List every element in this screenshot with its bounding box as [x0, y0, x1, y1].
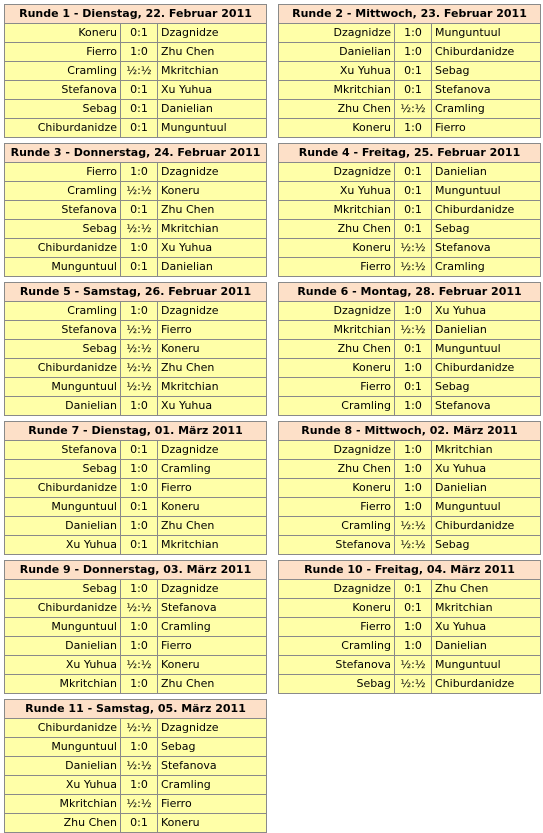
- round-title: Runde 5 - Samstag, 26. Februar 2011: [5, 283, 266, 302]
- black-player: Sebag: [435, 64, 470, 77]
- black-player: Xu Yuhua: [161, 83, 213, 96]
- black-player: Stefanova: [161, 601, 217, 614]
- white-player: Zhu Chen: [279, 460, 395, 478]
- black-player: Danielian: [435, 639, 487, 652]
- black-player: Danielian: [435, 165, 487, 178]
- white-player: Zhu Chen: [279, 220, 395, 238]
- white-player: Xu Yuhua: [279, 62, 395, 80]
- white-player: Chiburdanidze: [5, 479, 121, 497]
- black-player: Munguntuul: [435, 184, 501, 197]
- game-row: [279, 478, 540, 497]
- black-player: Xu Yuhua: [161, 241, 213, 254]
- black-player: Sebag: [435, 222, 470, 235]
- game-result: 0:1: [121, 24, 158, 42]
- round-table: [4, 421, 267, 555]
- black-player: Mkritchian: [161, 538, 219, 551]
- round-table: [278, 143, 541, 277]
- white-player: Chiburdanidze: [5, 239, 121, 257]
- black-player: Zhu Chen: [435, 582, 489, 595]
- game-result: 1:0: [395, 498, 432, 516]
- white-player: Stefanova: [279, 656, 395, 674]
- game-result: 1:0: [121, 675, 158, 693]
- white-player: Sebag: [5, 460, 121, 478]
- game-row: [279, 163, 540, 181]
- white-player: Munguntuul: [5, 618, 121, 636]
- white-player: Fierro: [5, 43, 121, 61]
- white-player: Koneru: [5, 24, 121, 42]
- game-row: [279, 302, 540, 320]
- white-player: Cramling: [279, 517, 395, 535]
- game-row: [279, 441, 540, 459]
- game-result: 1:0: [121, 637, 158, 655]
- black-player: Koneru: [161, 184, 200, 197]
- white-player: Koneru: [279, 479, 395, 497]
- game-row: [279, 181, 540, 200]
- game-result: ½:½: [395, 258, 432, 276]
- game-result: ½:½: [121, 359, 158, 377]
- game-row: [5, 441, 266, 459]
- round-title: Runde 1 - Dienstag, 22. Februar 2011: [5, 5, 266, 24]
- white-player: Dzagnidze: [279, 163, 395, 181]
- round-table: [4, 4, 267, 138]
- round-title: Runde 7 - Dienstag, 01. März 2011: [5, 422, 266, 441]
- black-player: Stefanova: [435, 399, 491, 412]
- round-table: [4, 560, 267, 694]
- game-row: [5, 61, 266, 80]
- white-player: Cramling: [5, 182, 121, 200]
- white-player: Munguntuul: [5, 378, 121, 396]
- game-result: 0:1: [121, 100, 158, 118]
- game-result: 0:1: [395, 580, 432, 598]
- game-result: 0:1: [121, 536, 158, 554]
- black-player: Xu Yuhua: [435, 304, 487, 317]
- game-row: [279, 61, 540, 80]
- black-player: Stefanova: [161, 759, 217, 772]
- white-player: Koneru: [279, 599, 395, 617]
- game-row: [279, 674, 540, 693]
- black-player: Cramling: [161, 778, 211, 791]
- white-player: Danielian: [5, 397, 121, 415]
- round-table: [278, 560, 541, 694]
- white-player: Danielian: [5, 517, 121, 535]
- white-player: Fierro: [279, 258, 395, 276]
- game-row: [5, 719, 266, 737]
- white-player: Mkritchian: [5, 675, 121, 693]
- game-row: [279, 118, 540, 137]
- game-result: 1:0: [121, 738, 158, 756]
- game-result: 1:0: [121, 618, 158, 636]
- black-player: Cramling: [435, 102, 485, 115]
- black-player: Danielian: [435, 323, 487, 336]
- white-player: Dzagnidze: [279, 24, 395, 42]
- white-player: Koneru: [279, 359, 395, 377]
- black-player: Munguntuul: [435, 342, 501, 355]
- game-row: [279, 516, 540, 535]
- black-player: Chiburdanidze: [435, 677, 515, 690]
- black-player: Dzagnidze: [161, 26, 219, 39]
- white-player: Dzagnidze: [279, 441, 395, 459]
- white-player: Chiburdanidze: [5, 599, 121, 617]
- white-player: Sebag: [5, 220, 121, 238]
- game-result: 1:0: [121, 302, 158, 320]
- black-player: Koneru: [161, 500, 200, 513]
- game-result: 1:0: [395, 637, 432, 655]
- black-player: Danielian: [435, 481, 487, 494]
- game-row: [5, 358, 266, 377]
- white-player: Stefanova: [279, 536, 395, 554]
- game-result: 0:1: [121, 258, 158, 276]
- game-row: [5, 617, 266, 636]
- game-result: 0:1: [395, 340, 432, 358]
- white-player: Sebag: [5, 340, 121, 358]
- game-result: ½:½: [395, 517, 432, 535]
- game-row: [5, 339, 266, 358]
- black-player: Dzagnidze: [161, 582, 219, 595]
- round-title: Runde 10 - Freitag, 04. März 2011: [279, 561, 540, 580]
- round-title: Runde 11 - Samstag, 05. März 2011: [5, 700, 266, 719]
- black-player: Danielian: [161, 260, 213, 273]
- game-result: ½:½: [121, 599, 158, 617]
- game-result: 1:0: [395, 119, 432, 137]
- white-player: Fierro: [279, 378, 395, 396]
- black-player: Dzagnidze: [161, 165, 219, 178]
- white-player: Koneru: [279, 239, 395, 257]
- white-player: Mkritchian: [279, 201, 395, 219]
- game-row: [279, 617, 540, 636]
- game-row: [279, 535, 540, 554]
- game-row: [5, 478, 266, 497]
- game-row: [279, 99, 540, 118]
- round-title: Runde 9 - Donnerstag, 03. März 2011: [5, 561, 266, 580]
- white-player: Dzagnidze: [279, 580, 395, 598]
- white-player: Cramling: [279, 397, 395, 415]
- game-row: [5, 181, 266, 200]
- game-result: 0:1: [121, 201, 158, 219]
- round-table: [4, 699, 267, 833]
- round-title: Runde 6 - Montag, 28. Februar 2011: [279, 283, 540, 302]
- game-row: [5, 497, 266, 516]
- white-player: Danielian: [5, 637, 121, 655]
- game-result: 1:0: [395, 43, 432, 61]
- black-player: Xu Yuhua: [435, 462, 487, 475]
- white-player: Zhu Chen: [5, 814, 121, 832]
- black-player: Stefanova: [435, 83, 491, 96]
- black-player: Dzagnidze: [161, 721, 219, 734]
- game-result: 1:0: [395, 441, 432, 459]
- black-player: Sebag: [435, 538, 470, 551]
- game-result: 1:0: [121, 163, 158, 181]
- black-player: Zhu Chen: [161, 203, 215, 216]
- game-result: ½:½: [395, 100, 432, 118]
- black-player: Sebag: [161, 740, 196, 753]
- game-row: [279, 655, 540, 674]
- black-player: Cramling: [161, 620, 211, 633]
- black-player: Xu Yuhua: [435, 620, 487, 633]
- game-row: [279, 24, 540, 42]
- round-title: Runde 4 - Freitag, 25. Februar 2011: [279, 144, 540, 163]
- black-player: Xu Yuhua: [161, 399, 213, 412]
- game-row: [5, 459, 266, 478]
- white-player: Xu Yuhua: [279, 182, 395, 200]
- game-result: 1:0: [395, 302, 432, 320]
- game-result: 0:1: [395, 62, 432, 80]
- game-result: 1:0: [395, 479, 432, 497]
- game-result: ½:½: [395, 239, 432, 257]
- black-player: Dzagnidze: [161, 304, 219, 317]
- game-row: [279, 219, 540, 238]
- game-result: 0:1: [121, 498, 158, 516]
- white-player: Stefanova: [5, 81, 121, 99]
- white-player: Munguntuul: [5, 738, 121, 756]
- game-result: 1:0: [121, 580, 158, 598]
- game-result: 0:1: [121, 81, 158, 99]
- game-result: 1:0: [121, 517, 158, 535]
- game-row: [5, 163, 266, 181]
- black-player: Zhu Chen: [161, 361, 215, 374]
- round-title: Runde 3 - Donnerstag, 24. Februar 2011: [5, 144, 266, 163]
- white-player: Dzagnidze: [279, 302, 395, 320]
- black-player: Danielian: [161, 102, 213, 115]
- game-row: [5, 118, 266, 137]
- game-result: 1:0: [395, 359, 432, 377]
- game-row: [279, 200, 540, 219]
- game-row: [279, 320, 540, 339]
- black-player: Munguntuul: [161, 121, 227, 134]
- black-player: Cramling: [435, 260, 485, 273]
- game-row: [5, 396, 266, 415]
- white-player: Zhu Chen: [279, 100, 395, 118]
- black-player: Stefanova: [435, 241, 491, 254]
- white-player: Fierro: [279, 498, 395, 516]
- game-row: [5, 775, 266, 794]
- white-player: Fierro: [279, 618, 395, 636]
- black-player: Fierro: [161, 481, 192, 494]
- game-row: [5, 813, 266, 832]
- game-row: [279, 339, 540, 358]
- game-result: 0:1: [121, 441, 158, 459]
- white-player: Chiburdanidze: [5, 119, 121, 137]
- game-result: 0:1: [395, 378, 432, 396]
- game-result: 0:1: [121, 119, 158, 137]
- round-table: [278, 282, 541, 416]
- game-result: ½:½: [395, 321, 432, 339]
- game-row: [279, 598, 540, 617]
- game-result: 0:1: [395, 201, 432, 219]
- game-result: ½:½: [395, 536, 432, 554]
- black-player: Munguntuul: [435, 500, 501, 513]
- game-result: ½:½: [395, 656, 432, 674]
- white-player: Mkritchian: [279, 81, 395, 99]
- game-row: [5, 80, 266, 99]
- game-row: [279, 396, 540, 415]
- white-player: Sebag: [279, 675, 395, 693]
- game-row: [279, 497, 540, 516]
- black-player: Chiburdanidze: [435, 45, 515, 58]
- game-result: 0:1: [121, 814, 158, 832]
- white-player: Munguntuul: [5, 498, 121, 516]
- game-result: 1:0: [395, 460, 432, 478]
- black-player: Fierro: [435, 121, 466, 134]
- round-table: [278, 421, 541, 555]
- white-player: Munguntuul: [5, 258, 121, 276]
- white-player: Stefanova: [5, 321, 121, 339]
- game-row: [279, 257, 540, 276]
- game-row: [5, 219, 266, 238]
- black-player: Munguntuul: [435, 26, 501, 39]
- game-row: [5, 238, 266, 257]
- white-player: Mkritchian: [5, 795, 121, 813]
- game-row: [279, 238, 540, 257]
- white-player: Zhu Chen: [279, 340, 395, 358]
- black-player: Koneru: [161, 816, 200, 829]
- black-player: Mkritchian: [161, 222, 219, 235]
- black-player: Fierro: [161, 797, 192, 810]
- white-player: Cramling: [5, 302, 121, 320]
- game-row: [5, 377, 266, 396]
- white-player: Cramling: [279, 637, 395, 655]
- game-result: ½:½: [395, 675, 432, 693]
- game-row: [5, 99, 266, 118]
- game-row: [5, 737, 266, 756]
- white-player: Chiburdanidze: [5, 719, 121, 737]
- game-result: 1:0: [121, 43, 158, 61]
- game-row: [5, 580, 266, 598]
- game-result: ½:½: [121, 340, 158, 358]
- black-player: Munguntuul: [435, 658, 501, 671]
- white-player: Koneru: [279, 119, 395, 137]
- game-result: ½:½: [121, 378, 158, 396]
- game-result: 0:1: [395, 599, 432, 617]
- game-result: ½:½: [121, 220, 158, 238]
- game-row: [5, 320, 266, 339]
- game-row: [5, 516, 266, 535]
- game-row: [5, 302, 266, 320]
- black-player: Chiburdanidze: [435, 203, 515, 216]
- game-row: [279, 580, 540, 598]
- game-result: 0:1: [395, 81, 432, 99]
- game-result: 0:1: [395, 182, 432, 200]
- black-player: Cramling: [161, 462, 211, 475]
- game-result: 1:0: [121, 397, 158, 415]
- black-player: Mkritchian: [435, 443, 493, 456]
- game-result: 0:1: [395, 220, 432, 238]
- game-row: [5, 535, 266, 554]
- round-table: [4, 282, 267, 416]
- white-player: Cramling: [5, 62, 121, 80]
- black-player: Chiburdanidze: [435, 519, 515, 532]
- game-result: 1:0: [121, 776, 158, 794]
- game-row: [5, 24, 266, 42]
- game-row: [279, 42, 540, 61]
- game-row: [5, 598, 266, 617]
- game-row: [279, 358, 540, 377]
- black-player: Chiburdanidze: [435, 361, 515, 374]
- round-table: [4, 143, 267, 277]
- game-row: [279, 80, 540, 99]
- black-player: Dzagnidze: [161, 443, 219, 456]
- game-result: ½:½: [121, 656, 158, 674]
- game-result: 1:0: [121, 460, 158, 478]
- white-player: Fierro: [5, 163, 121, 181]
- white-player: Stefanova: [5, 201, 121, 219]
- black-player: Zhu Chen: [161, 45, 215, 58]
- black-player: Zhu Chen: [161, 677, 215, 690]
- game-row: [5, 655, 266, 674]
- game-result: ½:½: [121, 62, 158, 80]
- game-result: 1:0: [395, 618, 432, 636]
- game-result: ½:½: [121, 757, 158, 775]
- game-row: [5, 42, 266, 61]
- game-row: [279, 459, 540, 478]
- game-result: 1:0: [121, 239, 158, 257]
- game-row: [5, 636, 266, 655]
- black-player: Mkritchian: [161, 380, 219, 393]
- white-player: Stefanova: [5, 441, 121, 459]
- game-result: 0:1: [395, 163, 432, 181]
- white-player: Danielian: [279, 43, 395, 61]
- black-player: Mkritchian: [435, 601, 493, 614]
- game-row: [5, 794, 266, 813]
- black-player: Mkritchian: [161, 64, 219, 77]
- round-title: Runde 2 - Mittwoch, 23. Februar 2011: [279, 5, 540, 24]
- round-table: [278, 4, 541, 138]
- game-result: 1:0: [395, 24, 432, 42]
- black-player: Fierro: [161, 323, 192, 336]
- white-player: Danielian: [5, 757, 121, 775]
- white-player: Sebag: [5, 580, 121, 598]
- white-player: Xu Yuhua: [5, 776, 121, 794]
- white-player: Chiburdanidze: [5, 359, 121, 377]
- white-player: Xu Yuhua: [5, 656, 121, 674]
- game-row: [279, 636, 540, 655]
- white-player: Sebag: [5, 100, 121, 118]
- game-result: 1:0: [121, 479, 158, 497]
- white-player: Xu Yuhua: [5, 536, 121, 554]
- black-player: Zhu Chen: [161, 519, 215, 532]
- game-row: [5, 674, 266, 693]
- round-title: Runde 8 - Mittwoch, 02. März 2011: [279, 422, 540, 441]
- game-result: 1:0: [395, 397, 432, 415]
- game-result: ½:½: [121, 182, 158, 200]
- game-row: [5, 200, 266, 219]
- black-player: Koneru: [161, 658, 200, 671]
- game-row: [279, 377, 540, 396]
- white-player: Mkritchian: [279, 321, 395, 339]
- game-row: [5, 756, 266, 775]
- black-player: Fierro: [161, 639, 192, 652]
- black-player: Koneru: [161, 342, 200, 355]
- game-result: ½:½: [121, 321, 158, 339]
- game-result: ½:½: [121, 795, 158, 813]
- game-result: ½:½: [121, 719, 158, 737]
- black-player: Sebag: [435, 380, 470, 393]
- game-row: [5, 257, 266, 276]
